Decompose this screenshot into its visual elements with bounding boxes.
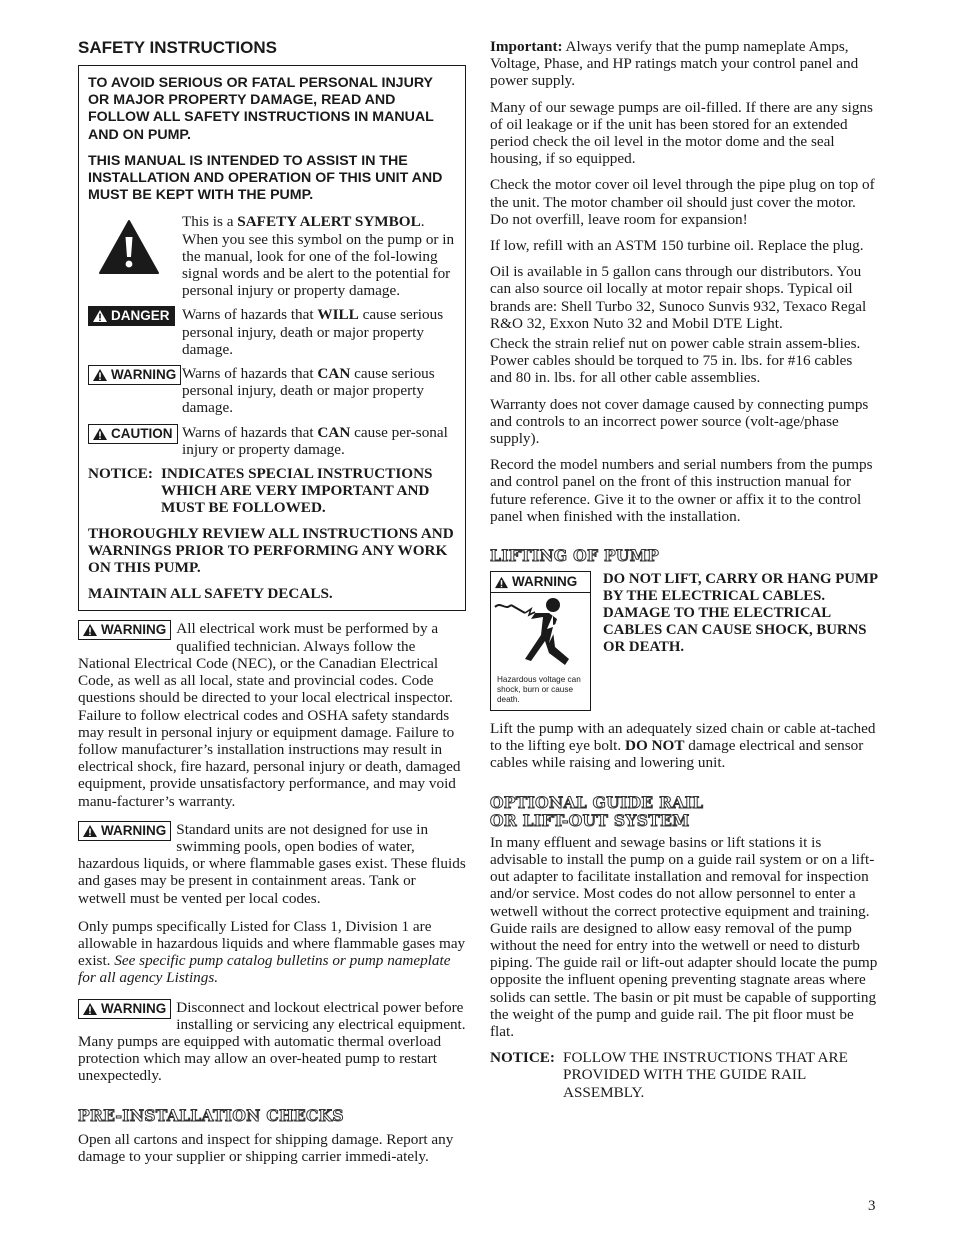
electric-shock-icon — [491, 593, 590, 675]
motor-cover-paragraph: Check the motor cover oil level through the pipe plug on top of the unit. The motor chamber oil should just cover the motor. Do not overfill, leave room for expansion! — [490, 176, 875, 228]
record-paragraph: Record the model numbers and serial numbers from the pumps and control panel on the front of this instruction manual for future reference. Give it to the owner or affix it to the control panel when finished with the installation. — [490, 456, 873, 525]
guide-notice-label: NOTICE: — [490, 1049, 555, 1067]
alert-triangle-icon — [92, 427, 108, 441]
safety-box — [78, 65, 466, 611]
guide-notice-text: FOLLOW THE INSTRUCTIONS THAT ARE PROVIDED WITH THE GUIDE RAIL ASSEMBLY. — [563, 1049, 848, 1101]
shock-hazard-caption: Hazardous voltage can shock, burn or cause death. — [497, 675, 581, 705]
electric-shock-warning-label — [490, 571, 591, 711]
lifting-instructions: Lift the pump with an adequately sized chain or cable at-tached to the lifting eye bolt. DO NOT damage electrical and sensor cables while raising and lowering unit. — [490, 720, 876, 772]
decals-text: MAINTAIN ALL SAFETY DECALS. — [88, 585, 333, 603]
warning-badge: WARNING — [78, 999, 171, 1019]
guide-notice-row — [490, 1049, 878, 1101]
review-text: THOROUGHLY REVIEW ALL INSTRUCTIONS AND WARNINGS PRIOR TO PERFORMING ANY WORK ON THIS PUMP. — [88, 524, 454, 577]
warning-row — [88, 365, 457, 417]
warning-bar: WARNING — [491, 572, 590, 593]
alert-triangle-icon — [82, 824, 98, 838]
right-column — [490, 38, 878, 1109]
notice-label: NOTICE: — [88, 465, 153, 483]
alert-triangle-icon — [494, 576, 509, 589]
electrical-warning-paragraph: WARNING All electrical work must be performed by a qualified technician. Always follow the National Electrical Code (NEC), or the Canadian Electrical Code, as well as all local, state and provincial codes. Code questions should be directed to your local electrical inspector. Failure to follow electrical codes and OSHA safety standards may result in personal injury or equipment damage. Failure to follow manufacturer’s installation instructions may result in electrical shock, fire hazard, personal injury or death, damaged equipment, provide unsatisfactory performance, and may void manu-facturer’s warranty. — [78, 620, 461, 810]
safety-caps-1: TO AVOID SERIOUS OR FATAL PERSONAL INJURY OR MAJOR PROPERTY DAMAGE, READ AND FOLLOW ALL SAFETY INSTRUCTIONS IN MANUAL AND ON PUMP. — [88, 75, 434, 143]
danger-badge: DANGER — [88, 306, 175, 326]
page-number: 3 — [868, 1198, 876, 1214]
warning-badge: WARNING — [78, 620, 171, 640]
lifting-warning-text: DO NOT LIFT, CARRY OR HANG PUMP BY THE ELECTRICAL CABLES. DAMAGE TO THE ELECTRICAL CABLES CAN CAUSE SHOCK, BURNS OR DEATH. — [603, 571, 878, 656]
caution-badge: CAUTION — [88, 424, 178, 444]
lifting-heading: LIFTING OF PUMP — [490, 546, 660, 566]
alert-triangle-icon — [92, 309, 108, 323]
caution-row — [88, 424, 457, 458]
class1-paragraph: Only pumps specifically Listed for Class 1, Division 1 are allowable in hazardous liquids and where flammable gases may exist. See specific pump catalog bulletins or pump nameplate for all agency Listings. — [78, 917, 466, 987]
notice-row — [88, 465, 457, 517]
caution-text: Warns of hazards that CAN cause per-sonal injury or property damage. — [182, 423, 448, 458]
pools-warning-paragraph: WARNING Standard units are not designed for use in swimming pools, open bodies of water, hazardous liquids, or where flammable gases exist. These fluids and gases may be present in containment areas. Tank or wetwell must be vented per local codes. — [78, 820, 466, 907]
notice-text: INDICATES SPECIAL INSTRUCTIONS WHICH ARE VERY IMPORTANT AND MUST BE FOLLOWED. — [161, 465, 433, 517]
alert-triangle-icon — [82, 1002, 98, 1016]
safety-alert-triangle-icon — [98, 219, 160, 275]
safety-alert-row — [88, 213, 457, 299]
important-paragraph: Important: Always verify that the pump nameplate Amps, Voltage, Phase, and HP ratings match your control panel and power supply. — [490, 38, 859, 90]
refill-paragraph: If low, refill with an ASTM 150 turbine oil. Replace the plug. — [490, 237, 864, 255]
oil-availability-paragraph: Oil is available in 5 gallon cans through our distributors. You can also source oil locally at motor repair shops. Typical oil brands are: Shell Turbo 32, Sunoco Sunvis 932, Texaco Regal R&O 32, Exxon Nuto 32 and Mobil DTE Light. — [490, 263, 867, 332]
alert-triangle-icon — [82, 623, 98, 637]
safety-alert-text: This is a SAFETY ALERT SYMBOL. When you see this symbol on the pump or in the manual, look for one of the fol-lowing signal words and be alert to the potential for personal injury or property damage. — [182, 213, 455, 300]
guide-rail-heading: OPTIONAL GUIDE RAIL OR LIFT-OUT SYSTEM — [490, 792, 704, 830]
disconnect-warning-paragraph: WARNING Disconnect and lockout electrical power before installing or servicing any electrical equipment. Many pumps are equipped with automatic thermal overload protection which may allow an over-heated pump to restart unexpectedly. — [78, 998, 466, 1085]
warning-text: Warns of hazards that CAN cause serious personal injury, death or major property damage. — [182, 365, 435, 417]
guide-rail-text: In many effluent and sewage basins or lift stations it is advisable to install the pump on a guide rail system or on a lift-out adapter to facilitate installation and removal for inspection and/or service. Most codes do not allow personnel to enter a wetwell without the correct protective equipment and training. Guide rails are designed to allow easy removal of the pump without the need for entry into the wetwell or need to disturb piping. The guide rail or lift-out adapter should locate the pump opposite the influent opening preventing stagnate areas where solids can settle. The basin or pit must be capable of supporting the weight of the pump and guide rail. The pit floor must be flat. — [490, 833, 878, 1040]
strain-relief-paragraph: Check the strain relief nut on power cable strain assem-blies. Power cables should be torqued to 75 in. lbs. for #16 cables and 80 in. lbs. for all other cable assemblies. — [490, 335, 861, 387]
left-column — [78, 38, 466, 1174]
warranty-paragraph: Warranty does not cover damage caused by connecting pumps and controls to an incorrect power source (volt-age/phase supply). — [490, 395, 869, 448]
lifting-warning-row — [490, 571, 878, 711]
pre-installation-heading: PRE-INSTALLATION CHECKS — [78, 1105, 344, 1125]
warning-badge: WARNING — [88, 365, 181, 385]
warning-badge: WARNING — [78, 821, 171, 841]
safety-instructions-heading: SAFETY INSTRUCTIONS — [78, 38, 277, 57]
danger-text: Warns of hazards that WILL cause serious personal injury, death or major property damage. — [182, 306, 444, 358]
oil-filled-paragraph: Many of our sewage pumps are oil-filled. If there are any signs of oil leakage or if the unit has been stored for an extended period check the oil level in the motor dome and the seal housing, if so equipped. — [490, 98, 873, 168]
danger-row — [88, 306, 457, 358]
pre-installation-text: Open all cartons and inspect for shipping damage. Report any damage to your supplier or shipping carrier immedi-ately. — [78, 1130, 454, 1165]
safety-caps-2: THIS MANUAL IS INTENDED TO ASSIST IN THE INSTALLATION AND OPERATION OF THIS UNIT AND MUST BE KEPT WITH THE PUMP. — [88, 152, 443, 204]
alert-triangle-icon — [92, 368, 108, 382]
